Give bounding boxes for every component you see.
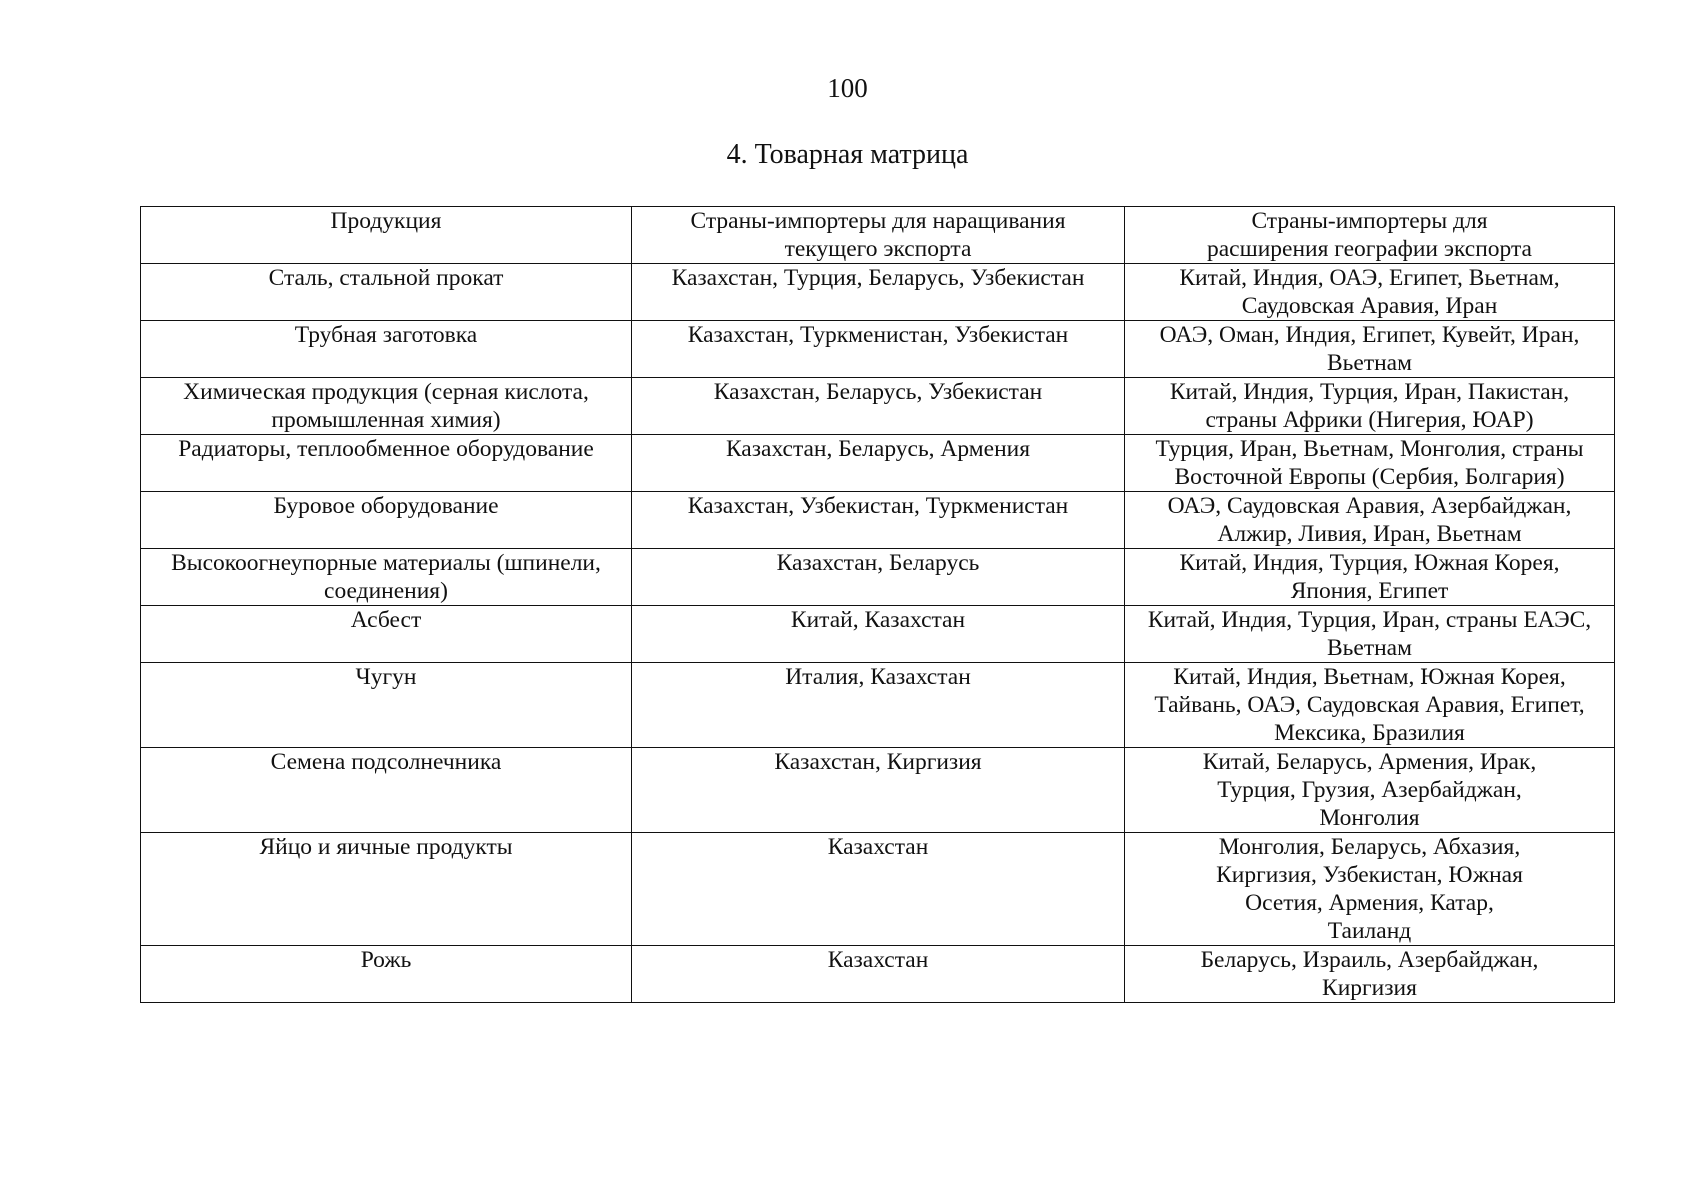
cell-line: Трубная заготовка (294, 322, 478, 348)
expansion-cell (1125, 663, 1615, 748)
cell-line: Таиланд (1327, 918, 1412, 944)
current-export-cell (632, 748, 1125, 833)
cell-line: Китай, Индия, Турция, Южная Корея, (1179, 550, 1560, 576)
cell-line: ОАЭ, Саудовская Аравия, Азербайджан, (1167, 493, 1572, 519)
table-row (141, 321, 1615, 378)
cell-line: Яйцо и яичные продукты (259, 834, 513, 860)
cell-line: Казахстан, Беларусь (776, 550, 980, 576)
cell-line: Китай, Казахстан (790, 607, 966, 633)
header-line: Страны-импортеры для (1251, 208, 1488, 234)
cell-line: Киргизия, Узбекистан, Южная (1216, 862, 1523, 888)
header-current-export (632, 207, 1125, 264)
cell-line: Казахстан, Киргизия (774, 749, 982, 775)
expansion-cell (1125, 606, 1615, 663)
header-product (141, 207, 632, 264)
cell-line: Вьетнам (1327, 635, 1412, 661)
current-export-cell (632, 435, 1125, 492)
current-export-cell (632, 663, 1125, 748)
header-line: Страны-импортеры для наращивания (690, 208, 1066, 234)
table-row (141, 606, 1615, 663)
product-cell (141, 663, 632, 748)
current-export-cell (632, 606, 1125, 663)
cell-line: Мексика, Бразилия (1274, 720, 1465, 746)
cell-line: Алжир, Ливия, Иран, Вьетнам (1217, 521, 1522, 547)
product-cell (141, 264, 632, 321)
cell-line: Монголия (1319, 805, 1420, 831)
section-title: 4. Товарная матрица (726, 139, 969, 170)
cell-line: Китай, Индия, Турция, Иран, страны ЕАЭС, (1147, 607, 1592, 633)
expansion-cell (1125, 492, 1615, 549)
cell-line: Турция, Грузия, Азербайджан, (1217, 777, 1522, 803)
product-cell (141, 606, 632, 663)
cell-line: Высокоогнеупорные материалы (шпинели, (171, 550, 601, 576)
cell-line: Казахстан, Беларусь, Армения (725, 436, 1031, 462)
current-export-cell (632, 833, 1125, 946)
cell-line: Саудовская Аравия, Иран (1241, 293, 1498, 319)
cell-line: Казахстан, Туркменистан, Узбекистан (687, 322, 1069, 348)
table-row (141, 946, 1615, 1003)
cell-line: Буровое оборудование (273, 493, 499, 519)
cell-line: промышленная химия) (271, 407, 501, 433)
cell-line: Китай, Индия, Вьетнам, Южная Корея, (1173, 664, 1566, 690)
cell-line: Рожь (360, 947, 412, 973)
table-row (141, 663, 1615, 748)
expansion-cell (1125, 549, 1615, 606)
cell-line: Монголия, Беларусь, Абхазия, (1218, 834, 1521, 860)
product-cell (141, 833, 632, 946)
cell-line: Казахстан, Беларусь, Узбекистан (713, 379, 1043, 405)
cell-line: Радиаторы, теплообменное оборудование (178, 436, 594, 462)
cell-line: Осетия, Армения, Катар, (1245, 890, 1494, 916)
cell-line: Казахстан (827, 947, 929, 973)
cell-line: Химическая продукция (серная кислота, (183, 379, 589, 405)
product-cell (141, 492, 632, 549)
header-export-expansion (1125, 207, 1615, 264)
table-row (141, 833, 1615, 946)
current-export-cell (632, 492, 1125, 549)
cell-line: Вьетнам (1327, 350, 1412, 376)
expansion-cell (1125, 833, 1615, 946)
cell-line: Казахстан (827, 834, 929, 860)
product-cell (141, 378, 632, 435)
cell-line: Италия, Казахстан (785, 664, 971, 690)
cell-line: Беларусь, Израиль, Азербайджан, (1200, 947, 1539, 973)
product-cell (141, 435, 632, 492)
table-row (141, 748, 1615, 833)
product-cell (141, 946, 632, 1003)
cell-line: соединения) (324, 578, 448, 604)
header-line: расширения географии экспорта (1207, 236, 1532, 262)
current-export-cell (632, 378, 1125, 435)
cell-line: Япония, Египет (1290, 578, 1449, 604)
expansion-cell (1125, 378, 1615, 435)
expansion-cell (1125, 321, 1615, 378)
table-row (141, 549, 1615, 606)
product-cell (141, 549, 632, 606)
cell-line: Сталь, стальной прокат (268, 265, 504, 291)
cell-line: Казахстан, Узбекистан, Туркменистан (687, 493, 1069, 519)
product-cell (141, 321, 632, 378)
cell-line: Восточной Европы (Сербия, Болгария) (1174, 464, 1565, 490)
expansion-cell (1125, 946, 1615, 1003)
product-cell (141, 748, 632, 833)
header-line: текущего экспорта (784, 236, 972, 262)
current-export-cell (632, 946, 1125, 1003)
cell-line: Тайвань, ОАЭ, Саудовская Аравия, Египет, (1154, 692, 1585, 718)
cell-line: Чугун (355, 664, 417, 690)
cell-line: ОАЭ, Оман, Индия, Египет, Кувейт, Иран, (1159, 322, 1580, 348)
table-row (141, 264, 1615, 321)
table-row (141, 435, 1615, 492)
page-number: 100 (827, 73, 868, 103)
cell-line: Китай, Индия, ОАЭ, Египет, Вьетнам, (1179, 265, 1560, 291)
cell-line: Асбест (350, 607, 422, 633)
cell-line: Казахстан, Турция, Беларусь, Узбекистан (671, 265, 1085, 291)
current-export-cell (632, 321, 1125, 378)
cell-line: Киргизия (1322, 975, 1417, 1001)
cell-line: Турция, Иран, Вьетнам, Монголия, страны (1155, 436, 1584, 462)
cell-line: страны Африки (Нигерия, ЮАР) (1205, 407, 1534, 433)
expansion-cell (1125, 748, 1615, 833)
cell-line: Семена подсолнечника (270, 749, 502, 775)
product-matrix-table (140, 206, 1615, 1003)
header-line: Продукция (330, 208, 442, 234)
current-export-cell (632, 549, 1125, 606)
table-row (141, 378, 1615, 435)
expansion-cell (1125, 435, 1615, 492)
current-export-cell (632, 264, 1125, 321)
table-header-row (141, 207, 1615, 264)
table-row (141, 492, 1615, 549)
cell-line: Китай, Беларусь, Армения, Ирак, (1202, 749, 1537, 775)
expansion-cell (1125, 264, 1615, 321)
cell-line: Китай, Индия, Турция, Иран, Пакистан, (1169, 379, 1570, 405)
